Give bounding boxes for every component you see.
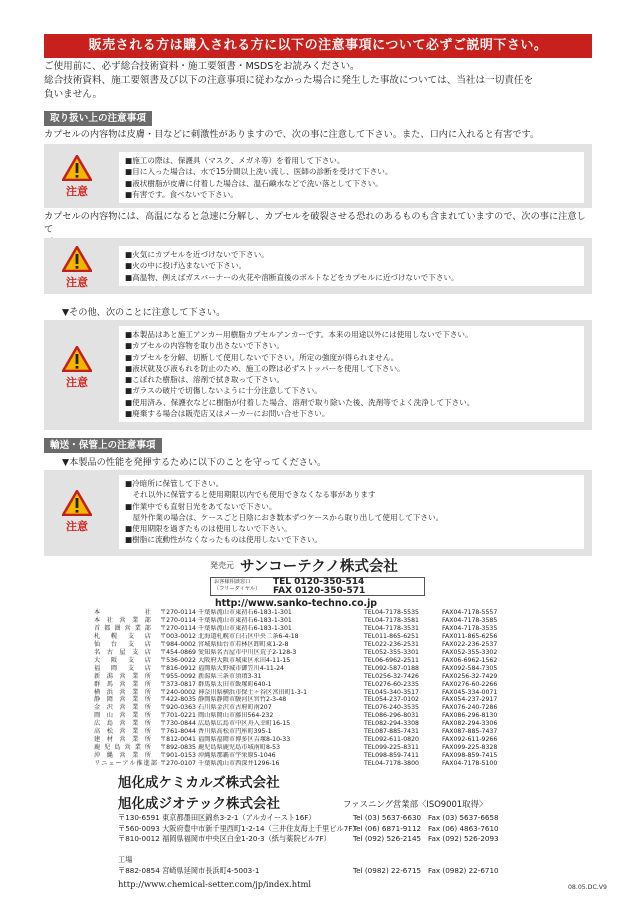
factory-label: 工場 — [118, 855, 133, 864]
intro-line: 総合技術資料、施工要領書及び以下の注意事項に従わなかった場合に発生した事故については、当社は一切責任を — [44, 75, 534, 86]
branch-address: 〒240-0002 神奈川県横浜市保土ヶ谷区宮田町1-3-1 — [160, 688, 308, 696]
branch-fax: FAX099-225-8328 — [442, 744, 498, 752]
hotline-label-line: お客様相談窓口 — [214, 579, 251, 585]
branch-name: 本社 — [94, 609, 152, 616]
factory-tel: Tel (0982) 22-6715 — [353, 866, 422, 875]
warning-triangle-icon — [62, 155, 92, 181]
branch-fax: FAX054-237-2917 — [442, 696, 498, 704]
office-fax: Fax (092) 526-2093 — [428, 834, 499, 843]
branch-tel: TEL054-237-0102 — [364, 696, 419, 704]
customer-hotline-box — [210, 577, 425, 596]
intro-line: ご使用前に、必ず総合技術資料・施工要領書・MSDSをお読みください。 — [44, 61, 360, 72]
branch-fax: FAX086-296-8130 — [442, 712, 498, 720]
branch-row — [94, 609, 614, 617]
caution-icon-group — [58, 246, 96, 290]
warning-triangle-icon — [62, 346, 92, 372]
branch-tel: TEL04-7178-3800 — [364, 760, 419, 768]
branch-tel: TEL052-355-3301 — [364, 648, 419, 656]
branch-row — [94, 625, 614, 633]
handling-note-1: カプセルの内容物は皮膚・目などに刺激性がありますので、次の事に注意して下さい。また、口内に入れると有害です。 — [44, 129, 540, 140]
branch-address: 〒373-0817 群馬県太田市飯塚町640-1 — [160, 680, 272, 688]
branch-fax: FAX082-294-3306 — [442, 720, 498, 728]
intro-line: 負いません。 — [44, 89, 103, 100]
branch-tel: TEL06-6962-2511 — [364, 656, 419, 664]
caution-icon-group — [58, 490, 96, 534]
header-banner: 販売される方は購入される方に以下の注意事項について必ずご説明下さい。 — [44, 34, 592, 58]
branch-name: 広島営業所 — [94, 720, 152, 728]
branch-row — [94, 704, 614, 712]
caution-item: 屋外作業の場合は、ケースごと日陰におき数本ずつケースから取り出して使用して下さい。 — [125, 512, 444, 522]
caution-item: ■樹脂に流動性がなくなったものは使用しないで下さい。 — [125, 535, 323, 545]
seller-label: 発売元 — [210, 561, 234, 570]
branch-name: 静岡営業所 — [94, 696, 152, 704]
branch-tel: TEL098-859-7411 — [364, 752, 419, 760]
caution-box-2 — [44, 238, 592, 294]
factory-row — [118, 866, 499, 876]
branch-name: リニューアル推進部 — [94, 760, 159, 768]
branch-row — [94, 649, 614, 657]
office-row — [118, 834, 499, 845]
branch-name: 本社営業部 — [94, 616, 152, 624]
branch-address: 〒270-0114 千葉県流山市東初石6-183-1-301 — [160, 624, 292, 632]
handling-note-3: ▼その他、次のことに注意して下さい。 — [62, 307, 226, 318]
office-list — [118, 813, 499, 845]
warning-triangle-icon — [62, 490, 92, 516]
branch-name: 首都圏営業部 — [94, 624, 152, 632]
branch-tel: TEL04-7178-3581 — [364, 616, 419, 624]
branch-name: 群馬営業所 — [94, 680, 152, 688]
office-address: 〒810-0012 福岡県福岡市中央区白金1-20-3（紙与薬院ビル7F） — [118, 834, 331, 843]
branch-address: 〒454-0869 愛知県名古屋市中川区荒子2-128-3 — [160, 648, 297, 656]
branch-tel: TEL087-885-7431 — [364, 728, 419, 736]
factory-address: 〒882-0854 宮崎県延岡市長浜町4-5003-1 — [118, 866, 260, 875]
branch-fax: FAX022-236-2537 — [442, 640, 498, 648]
branch-tel: TEL086-296-8031 — [364, 712, 419, 720]
branch-name: 沖縄営業所 — [94, 752, 152, 760]
branch-name: 建材営業所 — [94, 736, 152, 744]
caution-list-2 — [119, 246, 584, 286]
branch-tel: TEL04-7178-5535 — [364, 609, 419, 616]
caution-list-4 — [119, 475, 584, 549]
caution-label: 注意 — [66, 376, 88, 389]
office-fax: Fax (03) 5637-6658 — [428, 813, 499, 822]
branch-fax: FAX04-7178-3585 — [442, 616, 498, 624]
branch-fax: FAX011-865-6256 — [442, 632, 498, 640]
branch-address: 〒270-0114 千葉県流山市東初石6-183-1-301 — [160, 609, 292, 616]
branch-fax: FAX045-334-0071 — [442, 688, 498, 696]
caution-item: ■有害です。食べないで下さい。 — [125, 189, 238, 199]
caution-label: 注意 — [66, 276, 88, 289]
branch-tel: TEL099-225-8311 — [364, 744, 419, 752]
branch-tel: TEL092-587-0188 — [364, 664, 419, 672]
branch-address: 〒422-8035 静岡県静岡市駿河区宮竹2-3-48 — [160, 696, 287, 704]
branch-fax: FAX04-7178-5100 — [442, 760, 498, 768]
branch-name: 横浜営業所 — [94, 688, 152, 696]
branch-tel: TEL092-611-0820 — [364, 736, 419, 744]
branch-fax: FAX04-7178-5557 — [442, 609, 498, 616]
branch-tel: TEL011-865-6251 — [364, 632, 419, 640]
branch-address: 〒730-0844 広島県広島市中区舟入幸町16-15 — [160, 720, 291, 728]
factory-fax: Fax (0982) 22-6710 — [428, 866, 499, 875]
branch-fax: FAX098-859-7415 — [442, 752, 498, 760]
branch-fax: FAX04-7178-3535 — [442, 624, 498, 632]
intro-text — [44, 60, 594, 102]
branch-row — [94, 720, 614, 728]
branch-tel: TEL022-236-2531 — [364, 640, 419, 648]
branch-row — [94, 681, 614, 689]
office-address: 〒130-6591 東京都墨田区錦糸3-2-1（アルカイースト16F） — [118, 813, 316, 822]
branch-name: 新潟営業所 — [94, 672, 152, 680]
chemical-website-link[interactable]: http://www.chemical-setter.com/jp/index.html — [118, 879, 312, 889]
branch-fax: FAX092-584-7305 — [442, 664, 498, 672]
hotline-label — [214, 579, 260, 593]
caution-list-3 — [119, 326, 584, 422]
hotline-fax: FAX 0120-350-571 — [273, 586, 366, 596]
caution-item: ■カプセルを分解、切断して使用しないで下さい。所定の強度が得られません。 — [125, 352, 399, 362]
branch-fax: FAX0256-32-7429 — [442, 672, 498, 680]
warning-triangle-icon — [62, 246, 92, 272]
seller-name: サンコーテクノ株式会社 — [240, 559, 398, 575]
office-tel: Tel (03) 5637-6630 — [353, 813, 422, 822]
seller-website-link[interactable]: http://www.sanko-techno.co.jp — [215, 598, 378, 609]
branch-tel: TEL076-240-3535 — [364, 704, 419, 712]
branch-row — [94, 657, 614, 665]
office-tel: Tel (092) 526-2145 — [353, 834, 422, 843]
caution-item: ■廃棄する場合は販売店又はメーカーにお問い合せ下さい。 — [125, 409, 330, 419]
branch-address: 〒701-0221 岡山県岡山市藤田564-232 — [160, 712, 274, 720]
branch-address: 〒901-0153 沖縄県那覇市宇栄原5-1046 — [160, 752, 276, 760]
branch-row — [94, 728, 614, 736]
caution-item: ■高温物、例えばガスバーナーの火花や溶断直後のボルトなどをカプセルに近づけないで下さい。 — [125, 272, 459, 282]
caution-item: ■本製品はあと施工アンカー用樹脂カプセルアンカーです。本来の用途以外には使用しないで下さい。 — [125, 330, 473, 339]
branch-address: 〒892-0835 鹿児島県鹿児島市城南町8-53 — [160, 744, 281, 752]
branch-fax: FAX076-240-7286 — [442, 704, 498, 712]
branch-row — [94, 617, 614, 625]
branch-row — [94, 633, 614, 641]
caution-item: ■冷暗所に保管して下さい。 — [125, 479, 224, 488]
office-row — [118, 824, 499, 835]
caution-item: ■目に入った場合は、水で15分間以上洗い流し、医師の診断を受けて下さい。 — [125, 167, 393, 177]
branch-fax: FAX087-885-7437 — [442, 728, 498, 736]
office-row — [118, 813, 499, 824]
transport-note: ▼本製品の性能を発揮するために以下のことを守ってください。 — [62, 457, 327, 468]
branch-row — [94, 752, 614, 760]
office-fax: Fax (06) 4863-7610 — [428, 823, 499, 833]
caution-item: ■施工の際は、保護具（マスク、メガネ等）を着用して下さい。 — [125, 156, 345, 165]
branch-address: 〒536-0022 大阪府大阪市城東区永田4-11-15 — [160, 656, 291, 664]
caution-icon-group — [58, 346, 96, 390]
branch-fax: FAX052-355-3302 — [442, 648, 498, 656]
caution-icon-group — [58, 155, 96, 199]
branch-row — [94, 689, 614, 697]
branch-name: 鹿児島営業所 — [94, 744, 152, 752]
caution-box-1 — [44, 144, 592, 208]
branch-name: 金沢営業所 — [94, 704, 152, 712]
branch-fax: FAX092-611-9266 — [442, 736, 498, 744]
caution-item: ■カプセルの内容物を取り出さないで下さい。 — [125, 341, 284, 351]
department-label: ファスニング営業部〈ISO9001取得〉 — [343, 799, 488, 809]
company-name-2: 旭化成ジオテック株式会社 — [118, 796, 280, 812]
branch-tel: TEL045-340-3517 — [364, 688, 419, 696]
branch-tel: TEL04-7178-3531 — [364, 624, 419, 632]
hotline-tel: TEL 0120-350-514 — [273, 577, 365, 587]
branch-tel: TEL0256-32-7426 — [364, 672, 419, 680]
caution-item: ■火の中に投げ込まないで下さい。 — [125, 261, 247, 271]
branch-row — [94, 673, 614, 681]
section-transport-title: 輸送・保管上の注意事項 — [44, 438, 162, 453]
branch-row — [94, 712, 614, 720]
caution-item: ■使用済み、保護衣などに樹脂が付着した場合、溶剤で取り除いた後、洗剤等でよく洗浄して下さい。 — [125, 397, 475, 407]
branch-fax: FAX0276-60-2266 — [442, 680, 498, 688]
branch-name: 岡山営業所 — [94, 712, 152, 720]
branch-name: 福岡支店 — [94, 664, 152, 672]
hotline-label-line: （フリーダイヤル） — [214, 586, 261, 592]
branch-name: 仙台支店 — [94, 640, 152, 648]
caution-item: ■液状樹脂が皮膚に付着した場合は、温石鹸水などで洗い落として下さい。 — [125, 178, 383, 188]
branch-row — [94, 696, 614, 704]
branch-address: 〒816-0912 福岡県大野城市御笠川4-11-24 — [160, 664, 284, 672]
caution-item: ■作業中でも直射日光をあてないで下さい。 — [125, 501, 277, 511]
document-code: 08.05.DC.V9 — [568, 884, 607, 891]
branch-tel: TEL0276-60-2335 — [364, 680, 419, 688]
caution-item: ■液状就及び液もれを防止のため、施工の際は必ずストッパーを使用して下さい。 — [125, 363, 405, 373]
branch-address: 〒812-0041 福岡県福岡市博多区吉塚8-10-33 — [160, 736, 291, 744]
branch-address: 〒761-8044 香川県高松市円座町395-1 — [160, 728, 272, 736]
caution-item: ■こぼれた樹脂は、溶剤で拭き取って下さい。 — [125, 375, 285, 385]
caution-label: 注意 — [66, 185, 88, 198]
branch-name: 名古屋支店 — [94, 648, 152, 656]
branch-name: 高松営業所 — [94, 728, 152, 736]
section-handling-title: 取り扱い上の注意事項 — [44, 111, 152, 126]
branch-row — [94, 760, 614, 768]
company-name-1: 旭化成ケミカルズ株式会社 — [118, 775, 280, 791]
branch-list — [94, 609, 614, 768]
caution-list-1 — [119, 152, 584, 203]
branch-address: 〒270-0107 千葉県流山市西深井1296-16 — [160, 760, 280, 768]
branch-address: 〒955-0092 新潟県三条市須頃3-31 — [160, 672, 262, 680]
branch-row — [94, 641, 614, 649]
branch-row — [94, 665, 614, 673]
office-tel: Tel (06) 6871-9112 — [353, 823, 422, 833]
office-address: 〒560-0093 大阪府豊中市新千里西町1-2-14（三井住友海上千里ビル7F） — [118, 823, 360, 833]
caution-box-4 — [44, 470, 592, 556]
caution-item: ■火気にカプセルを近づけないで下さい。 — [125, 250, 269, 259]
branch-row — [94, 736, 614, 744]
branch-address: 〒270-0114 千葉県流山市東初石6-183-1-301 — [160, 616, 292, 624]
branch-tel: TEL082-294-3308 — [364, 720, 419, 728]
caution-item: それ以外に保管すると使用期限以内でも使用できなくなる事があります — [125, 490, 376, 500]
caution-item: ■使用期限を過ぎたものは使用しないで下さい。 — [125, 524, 292, 534]
caution-item: ■ガラスの破片で切傷しないように十分注意して下さい。 — [125, 386, 322, 396]
branch-address: 〒984-0002 宮城県仙台市若林区卸町東1-2-8 — [160, 640, 289, 648]
caution-label: 注意 — [66, 520, 88, 533]
branch-address: 〒003-0012 北海道札幌市白石区中央二条6-4-18 — [160, 632, 299, 640]
branch-fax: FAX06-6962-1562 — [442, 656, 498, 664]
handling-note-2-line: カプセルの内容物には、高温になると急速に分解し、カプセルを破裂させる恐れのあるものも含まれていますので、次の事に注意して — [44, 211, 586, 235]
branch-name: 札幌支店 — [94, 632, 152, 640]
caution-box-3 — [44, 320, 592, 430]
branch-row — [94, 744, 614, 752]
branch-address: 〒920-0363 石川県金沢市古府町南207 — [160, 704, 272, 712]
branch-name: 大阪支店 — [94, 656, 152, 664]
